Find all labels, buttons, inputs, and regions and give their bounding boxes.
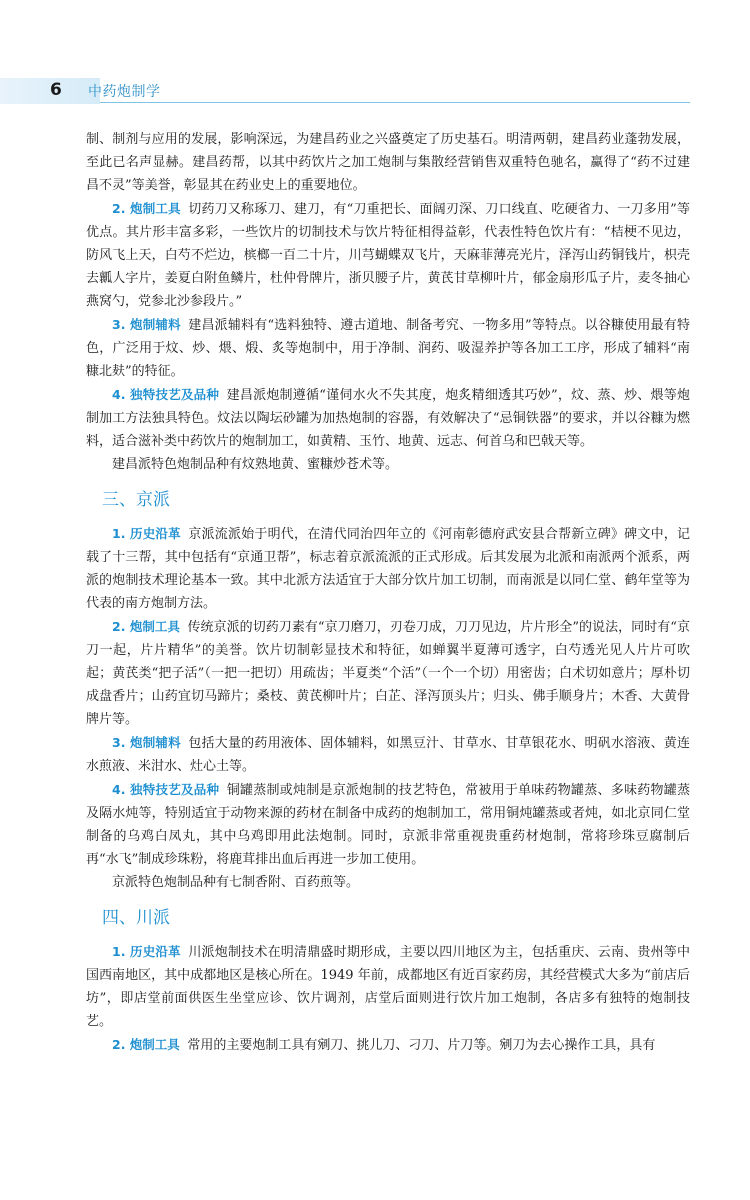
paragraph-text: 京派流派始于明代，在清代同治四年立的《河南彰德府武安县合帮新立碑》碑文中，记载了十三帮，其中包括有“京通卫帮”，标志着京派流派的正式形成。后其发展为北派和南派两个派系，两派的炮制技术理论基本一致。其中北派方法适宜于大部分饮片加工切制，而南派是以同仁堂、鹤年堂等为代表的南方炮制方法。: [86, 527, 690, 611]
paragraph-text: 制、制剂与应用的发展，影响深远，为建昌药业之兴盛奠定了历史基石。明清两朝，建昌药业蓬勃发展，至此已名声显赫。建昌药帮，以其中药饮片之加工炮制与集散经营销售双重特色驰名，赢得了“药不过建昌不灵”等美誉，彰显其在药业史上的重要地位。: [86, 132, 690, 193]
paragraph-text: 常用的主要炮制工具有剜刀、挑儿刀、刁刀、片刀等。剜刀为去心操作工具，具有: [187, 1038, 656, 1053]
page-number: 6: [50, 80, 62, 100]
paragraph: [86, 615, 690, 731]
item-label: 4. 独特技艺及品种: [112, 387, 220, 402]
paragraph: [86, 522, 690, 615]
paragraph: [86, 453, 690, 476]
paragraph-text: 切药刀又称琢刀、建刀，有“刀重把长、面阔刃深、刀口线直、吃硬省力、一刀多用”等优点。其片形丰富多彩，一些饮片的切制技术与饮片特征相得益彰，代表性特色饮片有：“桔梗不见边，防风飞上天，白芍不烂边，槟榔一百二十片，川芎蝴蝶双飞片，天麻菲薄亮光片，泽泻山药铜钱片，枳壳去瓤人字片，姜夏白附鱼鳞片，杜仲骨牌片，浙贝腰子片，黄芪甘草柳叶片，郁金扇形瓜子片，麦冬抽心燕窝勺，党参北沙参段片。”: [86, 202, 690, 309]
paragraph-text: 传统京派的切药刀素有“京刀磨刀，刃卷刀成，刀刀见边，片片形全”的说法，同时有“京刀一起，片片精华”的美誉。饮片切制彰显技术和特征，如蝉翼半夏薄可透字，白芍透光见人片片可吹起；黄芪类“把子活”（一把一把切）用疏齿；半夏类“个活”（一个一个切）用密齿；白术切如意片；厚朴切成盘香片；山药宜切马蹄片；桑枝、黄芪柳叶片；白芷、泽泻顶头片；归头、佛手顺身片；木香、大黄骨牌片等。: [86, 620, 690, 727]
paragraph-text: 京派特色炮制品种有七制香附、百药煎等。: [112, 875, 360, 890]
item-label: 3. 炮制辅料: [112, 735, 181, 750]
paragraph: [86, 313, 690, 383]
paragraph: [86, 1033, 690, 1057]
book-title: 中药炮制学: [88, 84, 161, 100]
paragraph-text: 包括大量的药用液体、固体辅料，如黑豆汁、甘草水、甘草银花水、明矾水溶液、黄连水煎液、米泔水、灶心土等。: [86, 736, 690, 774]
paragraph: [86, 778, 690, 871]
page-body: [86, 128, 690, 1057]
section-heading: 三、京派: [102, 490, 170, 510]
paragraph: [86, 128, 690, 197]
item-label: 2. 炮制工具: [112, 1037, 180, 1052]
page-header: [0, 78, 750, 104]
item-label: 2. 炮制工具: [112, 619, 180, 634]
paragraph-text: 铜罐蒸制或炖制是京派炮制的技艺特色，常被用于单味药物罐蒸、多味药物罐蒸及隔水炖等，特别适宜于动物来源的药材在制备中成药的炮制加工，常用铜炖罐蒸或者炖，如北京同仁堂制备的乌鸡白凤丸，其中乌鸡即用此法炮制。同时，京派非常重视贵重药材炮制，常将珍珠豆腐制后再“水飞”制成珍珠粉，将鹿茸排出血后再进一步加工使用。: [86, 783, 690, 867]
paragraph: [86, 383, 690, 453]
item-label: 2. 炮制工具: [112, 201, 181, 216]
paragraph-text: 建昌派炮制遵循“谨伺水火不失其度，炮炙精细透其巧妙”，炆、蒸、炒、煨等炮制加工方法独具特色。炆法以陶坛砂罐为加热炮制的容器，有效解决了“忌铜铁器”的要求，并以谷糠为燃料，适合滋补类中药饮片的炮制加工，如黄精、玉竹、地黄、远志、何首乌和巴戟天等。: [86, 388, 690, 449]
paragraph: [86, 197, 690, 313]
paragraph-text: 建昌派辅料有“选料独特、遵古道地、制备考究、一物多用”等特点。以谷糠使用最有特色，广泛用于炆、炒、煨、煅、炙等炮制中，用于净制、润药、吸湿养护等各加工工序，形成了辅料“南糠北麸”的特征。: [86, 318, 690, 379]
paragraph: [86, 731, 690, 778]
item-label: 3. 炮制辅料: [112, 317, 181, 332]
paragraph-text: 建昌派特色炮制品种有炆熟地黄、蜜糠炒苍术等。: [112, 457, 399, 472]
item-label: 1. 历史沿革: [112, 526, 181, 541]
paragraph: [86, 940, 690, 1033]
paragraph-text: 川派炮制技术在明清鼎盛时期形成，主要以四川地区为主，包括重庆、云南、贵州等中国西南地区，其中成都地区是核心所在。1949 年前，成都地区有近百家药房，其经营模式大多为“前店后坊”，即店堂前面供医生坐堂应诊、饮片调剂，店堂后面则进行饮片加工炮制，各店多有独特的炮制技艺。: [86, 945, 690, 1029]
item-label: 1. 历史沿革: [112, 944, 181, 959]
paragraph: [86, 871, 690, 894]
header-rule: [100, 102, 690, 103]
section-heading: 四、川派: [102, 908, 170, 928]
item-label: 4. 独特技艺及品种: [112, 782, 220, 797]
